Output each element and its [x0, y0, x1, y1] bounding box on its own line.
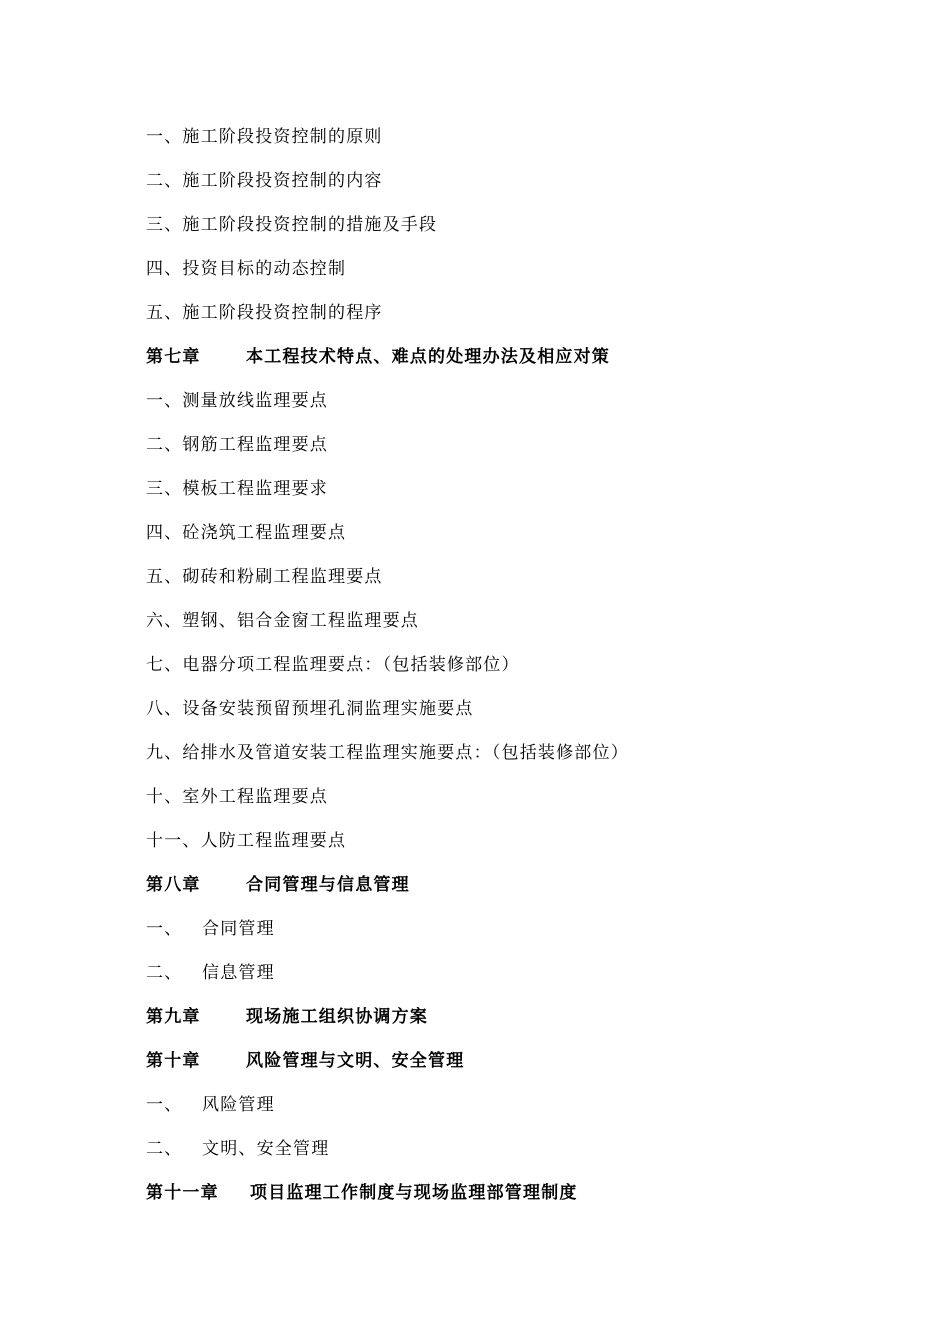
toc-entry-text: 五、砌砖和粉刷工程监理要点: [146, 567, 383, 587]
toc-entry-text: 九、给排水及管道安装工程监理实施要点：（包括装修部位）: [146, 743, 629, 763]
toc-entry: [146, 694, 906, 738]
toc-entry-text: 五、施工阶段投资控制的程序: [146, 303, 383, 323]
toc-entry: [146, 210, 906, 254]
toc-entry: [146, 650, 906, 694]
chapter-heading: [146, 1002, 906, 1046]
toc-entry: [146, 474, 906, 518]
table-of-contents: [146, 122, 906, 1222]
toc-entry-text: 一、测量放线监理要点: [146, 391, 328, 411]
toc-entry: [146, 606, 906, 650]
toc-entry: [146, 518, 906, 562]
toc-entry-text: 十、室外工程监理要点: [146, 787, 328, 807]
chapter-heading: [146, 1046, 906, 1090]
toc-entry: [146, 386, 906, 430]
toc-entry: [146, 254, 906, 298]
toc-entry: [146, 1134, 906, 1178]
toc-entry: [146, 430, 906, 474]
toc-entry: [146, 738, 906, 782]
section-number: 一、: [146, 919, 183, 939]
toc-entry-text: 四、投资目标的动态控制: [146, 259, 347, 279]
chapter-number: 第十一章: [146, 1183, 219, 1203]
chapter-title: 项目监理工作制度与现场监理部管理制度: [250, 1183, 578, 1203]
section-number: 一、: [146, 1095, 183, 1115]
chapter-heading: [146, 342, 906, 386]
toc-entry-text: 八、设备安装预留预埋孔洞监理实施要点: [146, 699, 474, 719]
chapter-number: 第十章: [146, 1051, 201, 1071]
section-number: 二、: [146, 1139, 183, 1159]
section-title: 文明、安全管理: [202, 1139, 330, 1159]
chapter-heading: [146, 1178, 906, 1222]
toc-entry-text: 十一、人防工程监理要点: [146, 831, 347, 851]
chapter-heading: [146, 870, 906, 914]
chapter-number: 第九章: [146, 1007, 201, 1027]
section-title: 信息管理: [202, 963, 275, 983]
toc-entry: [146, 914, 906, 958]
section-title: 合同管理: [202, 919, 275, 939]
toc-entry-text: 三、施工阶段投资控制的措施及手段: [146, 215, 438, 235]
toc-entry: [146, 562, 906, 606]
toc-entry-text: 六、塑钢、铝合金窗工程监理要点: [146, 611, 419, 631]
toc-entry-text: 四、砼浇筑工程监理要点: [146, 523, 347, 543]
section-number: 二、: [146, 963, 183, 983]
chapter-title: 现场施工组织协调方案: [246, 1007, 428, 1027]
toc-entry: [146, 782, 906, 826]
toc-entry: [146, 122, 906, 166]
chapter-title: 风险管理与文明、安全管理: [246, 1051, 465, 1071]
toc-entry-text: 二、施工阶段投资控制的内容: [146, 171, 383, 191]
toc-entry: [146, 826, 906, 870]
chapter-title: 本工程技术特点、难点的处理办法及相应对策: [246, 347, 610, 367]
chapter-number: 第七章: [146, 347, 201, 367]
toc-entry: [146, 166, 906, 210]
toc-entry-text: 一、施工阶段投资控制的原则: [146, 127, 383, 147]
toc-entry-text: 三、模板工程监理要求: [146, 479, 328, 499]
chapter-title: 合同管理与信息管理: [246, 875, 410, 895]
section-title: 风险管理: [202, 1095, 275, 1115]
toc-entry-text: 二、钢筋工程监理要点: [146, 435, 328, 455]
chapter-number: 第八章: [146, 875, 201, 895]
toc-entry-text: 七、电器分项工程监理要点：（包括装修部位）: [146, 655, 520, 675]
toc-entry: [146, 298, 906, 342]
toc-entry: [146, 1090, 906, 1134]
toc-entry: [146, 958, 906, 1002]
